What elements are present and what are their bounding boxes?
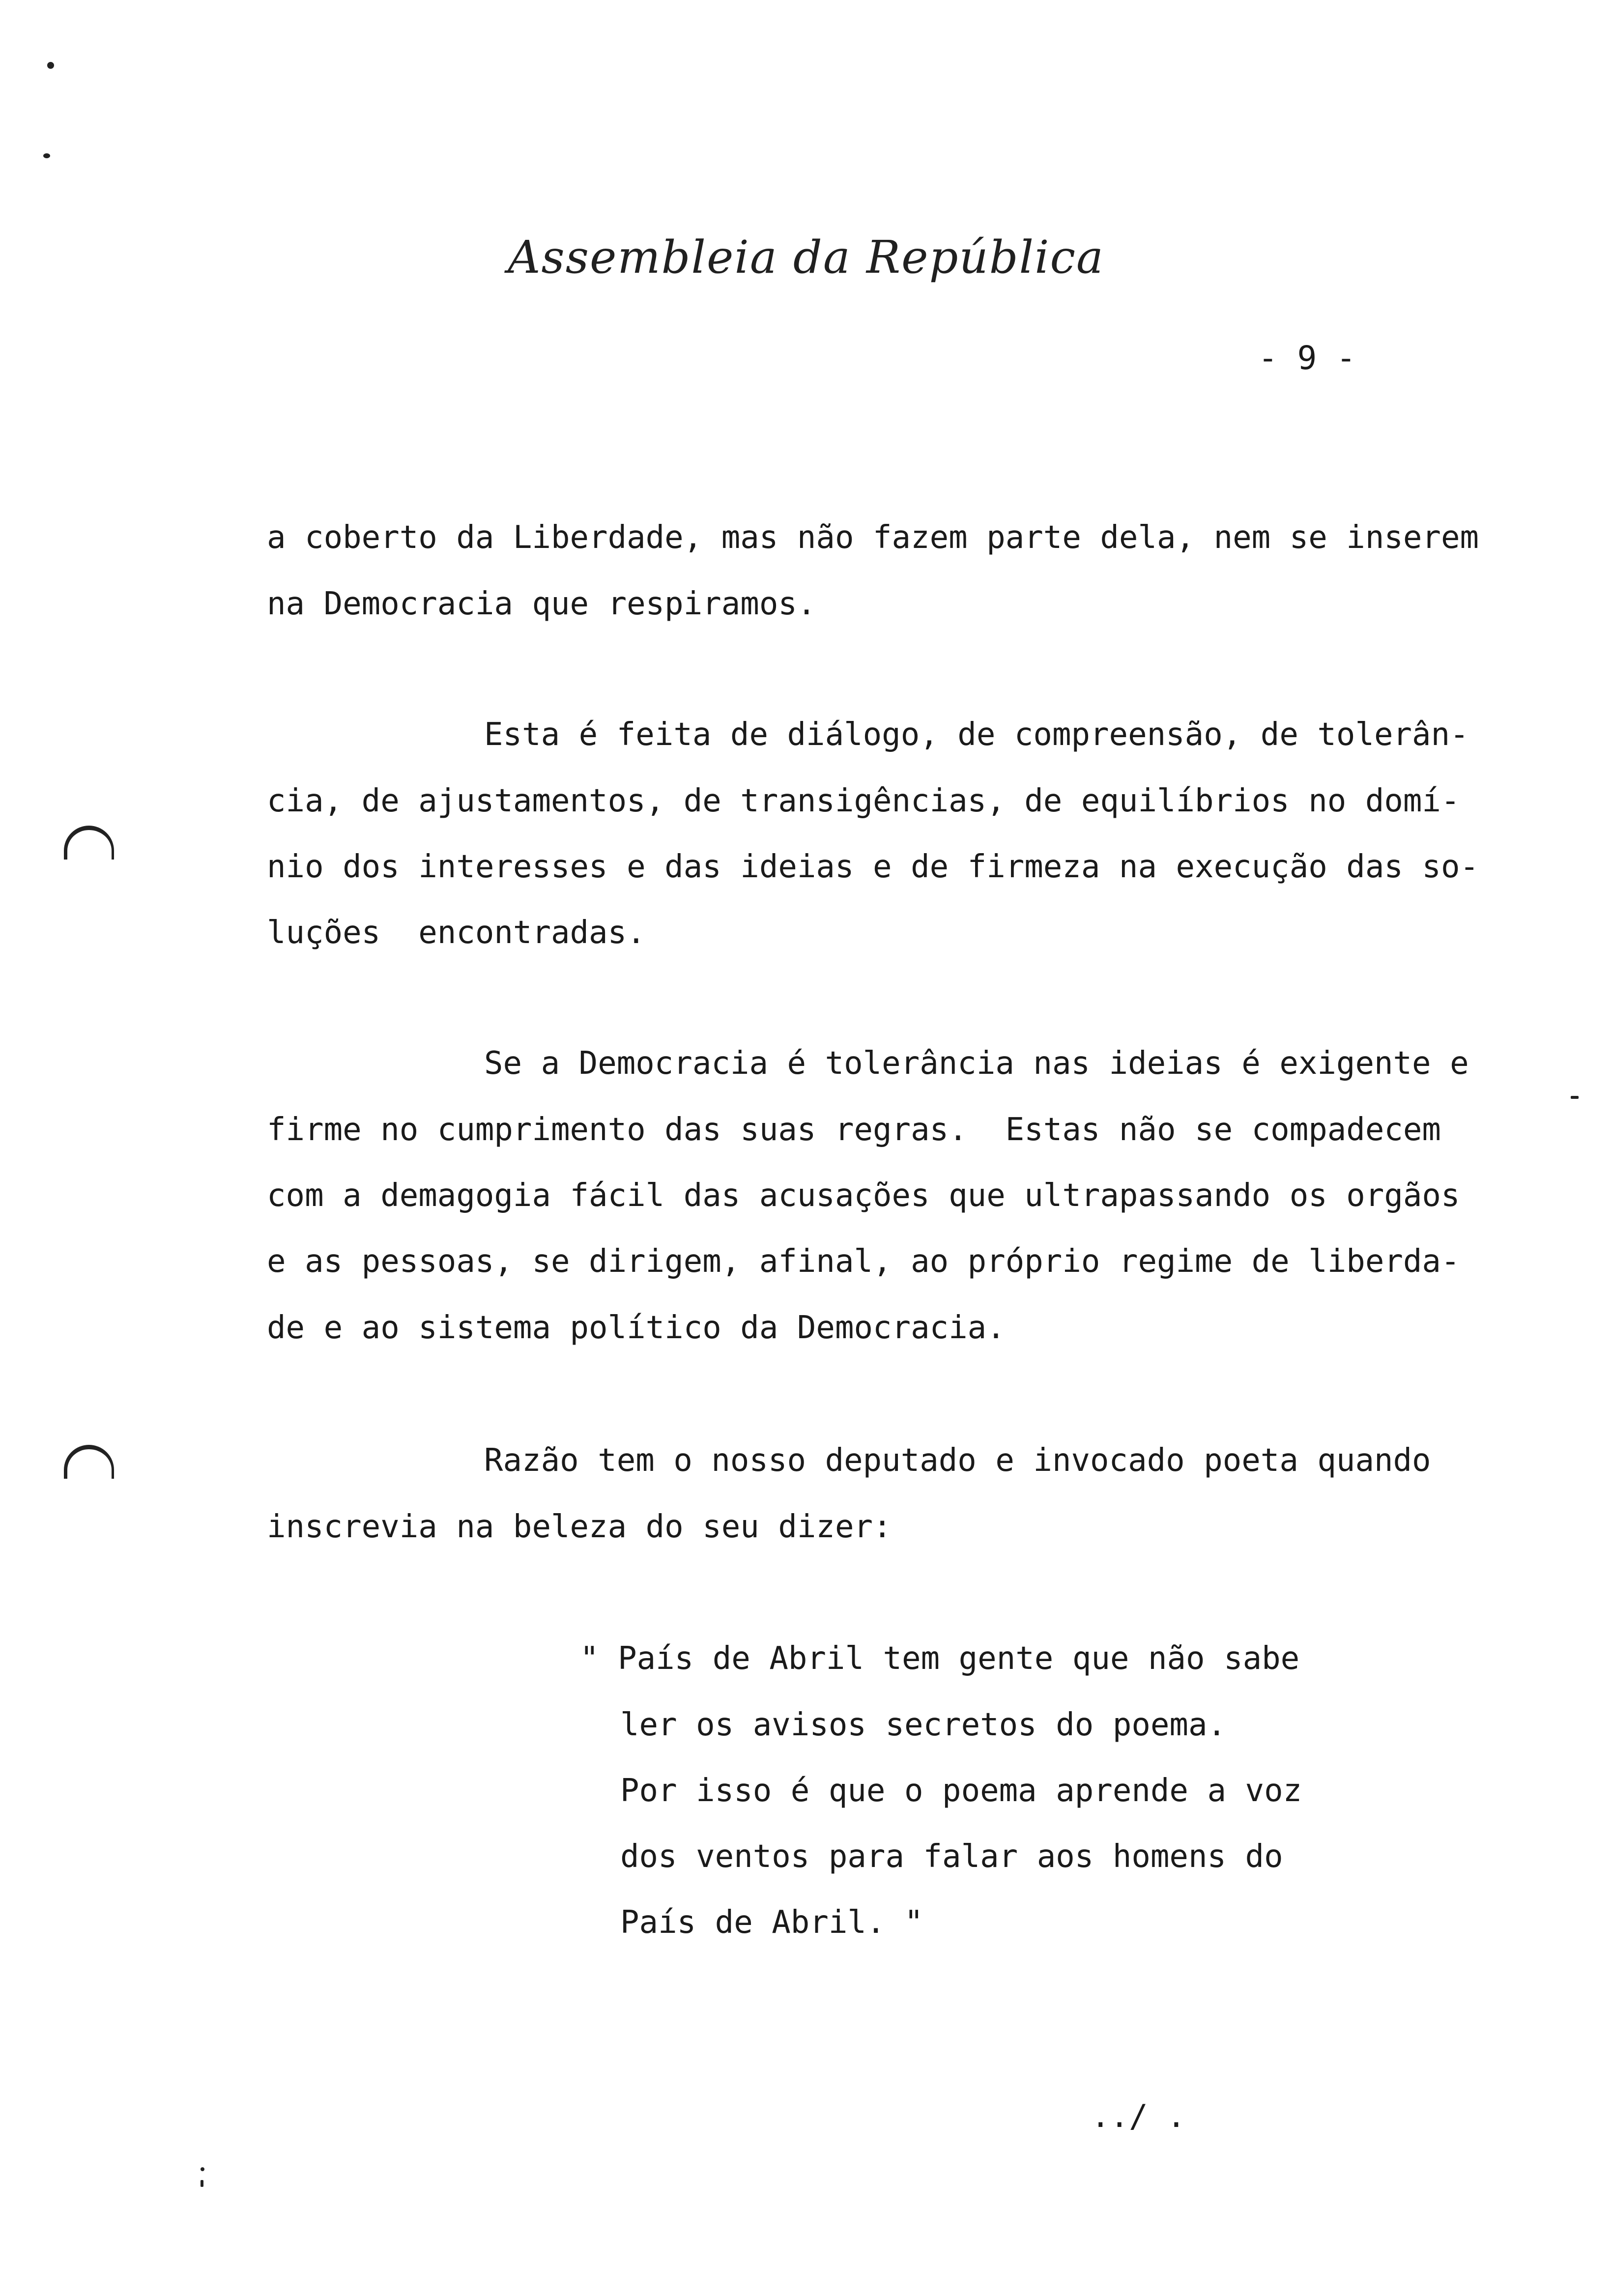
paragraph-4-line: inscrevia na beleza do seu dizer: (267, 1509, 892, 1545)
paragraph-3-line: firme no cumprimento das suas regras. Estas não se compadecem (267, 1112, 1441, 1148)
paragraph-3-line: Se a Democracia é tolerância nas ideias é exigente e (484, 1045, 1469, 1082)
paragraph-2-line: cia, de ajustamentos, de transigências, de equilíbrios no domí- (267, 783, 1460, 819)
continuation-mark: ../ . (1091, 2098, 1186, 2135)
scan-dot (1571, 1096, 1579, 1099)
paragraph-1-line: na Democracia que respiramos. (267, 586, 816, 622)
letterhead-title: Assembleia da República (508, 231, 1104, 284)
punch-hole-mark (64, 826, 114, 860)
quote-line: ler os avisos secretos do poema. (620, 1707, 1226, 1743)
paragraph-2-line: luções encontradas. (267, 915, 646, 951)
quote-line: dos ventos para falar aos homens do (620, 1838, 1283, 1875)
paragraph-2-line: nio dos interesses e das ideias e de firmeza na execução das so- (267, 849, 1479, 885)
scan-dot (201, 2180, 203, 2187)
page-number: - 9 - (1258, 339, 1356, 377)
scan-dot (201, 2167, 204, 2171)
paragraph-3-line: e as pessoas, se dirigem, afinal, ao próprio regime de liberda- (267, 1243, 1460, 1280)
paragraph-3-line: de e ao sistema político da Democracia. (267, 1310, 1006, 1346)
paragraph-4-line: Razão tem o nosso deputado e invocado poeta quando (484, 1442, 1431, 1479)
paragraph-3-line: com a demagogia fácil das acusações que ultrapassando os orgãos (267, 1177, 1460, 1214)
quote-line: Por isso é que o poema aprende a voz (620, 1773, 1302, 1809)
scan-dot (47, 62, 54, 69)
quote-line: País de Abril. " (620, 1904, 923, 1941)
paragraph-2-line: Esta é feita de diálogo, de compreensão, de tolerân- (484, 717, 1469, 753)
paragraph-1-line: a coberto da Liberdade, mas não fazem parte dela, nem se inserem (267, 519, 1479, 556)
punch-hole-mark (64, 1445, 114, 1479)
scan-dot (43, 153, 50, 158)
quote-line: " País de Abril tem gente que não sabe (580, 1640, 1300, 1677)
